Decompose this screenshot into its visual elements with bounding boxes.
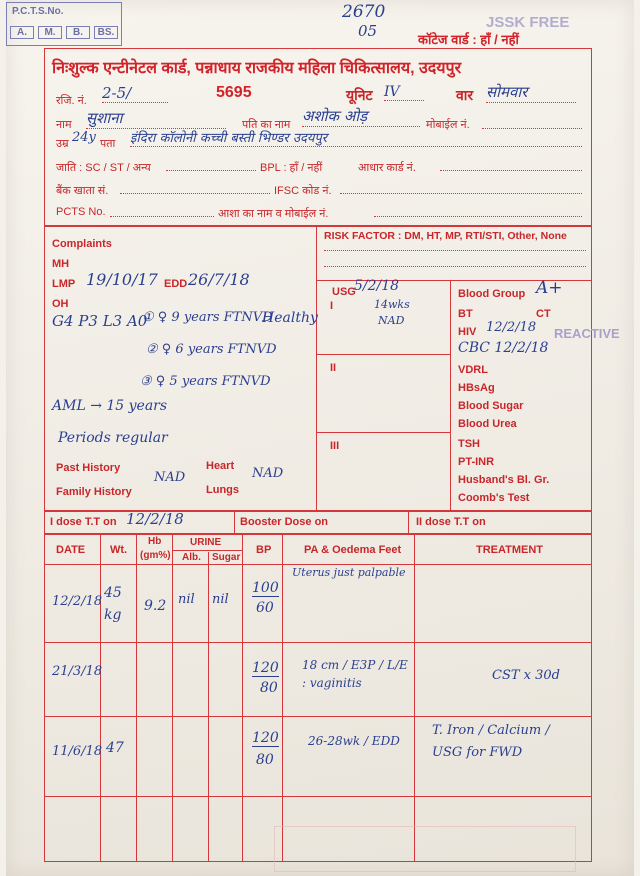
col-div-hb xyxy=(172,534,173,862)
col-date: DATE xyxy=(56,544,86,556)
hiv-label: HIV xyxy=(458,326,477,338)
ifsc-line xyxy=(340,183,582,194)
col-div-bp xyxy=(282,534,283,862)
address-value: इंदिरा कॉलोनी कच्ची बस्ती भिण्डर उदयपुर xyxy=(130,128,582,147)
day-label: वार xyxy=(456,87,474,103)
row2-treatment: CST x 30d xyxy=(492,668,560,683)
row2-date: 21/3/18 xyxy=(52,664,103,679)
usg-roman-1: I xyxy=(330,300,334,312)
row2-bp-bottom: 80 xyxy=(260,680,278,696)
col-div-pa xyxy=(414,534,415,862)
reg-number: 5695 xyxy=(216,84,252,101)
booster-label: Booster Dose on xyxy=(240,516,329,528)
name-label: नाम xyxy=(56,119,72,131)
heart-label: Heart xyxy=(206,460,235,472)
hbsag-label: HBsAg xyxy=(458,382,495,394)
row2-bp-top: 120 xyxy=(252,660,279,676)
row1-bp-top: 100 xyxy=(252,580,279,596)
col-wt: Wt. xyxy=(110,544,128,556)
file-fraction: 05 xyxy=(358,22,378,40)
hiv-value: 12/2/18 xyxy=(486,320,537,335)
complaints-title: Complaints xyxy=(52,238,112,250)
usg-roman-3: III xyxy=(330,440,340,452)
risk-factor-label: RISK FACTOR : DM, HT, MP, RTI/STI, Other, None xyxy=(324,230,567,242)
usg-weeks: 14wks xyxy=(374,298,410,311)
row3-date: 11/6/18 xyxy=(52,744,103,759)
usg-roman-2: II xyxy=(330,362,337,374)
tsh-label: TSH xyxy=(458,438,480,450)
unit-value: IV xyxy=(384,84,424,101)
family-history-label: Family History xyxy=(56,486,132,498)
history-section xyxy=(44,226,592,512)
pcts-cell-m: M. xyxy=(38,26,62,39)
col-bp: BP xyxy=(256,544,272,556)
heart-lungs-nad: NAD xyxy=(252,466,284,481)
pcts-cell-b: B. xyxy=(66,26,90,39)
vdrl-label: VDRL xyxy=(458,364,488,376)
blood-urea-label: Blood Urea xyxy=(458,418,517,430)
tt-divider-2 xyxy=(408,510,409,534)
risk-line-1 xyxy=(324,248,586,251)
usg-divider-2 xyxy=(317,354,451,355)
obs-score: G4 P3 L3 A0 xyxy=(52,312,148,330)
row3-wt: 47 xyxy=(106,740,124,756)
faint-stamp xyxy=(274,826,576,872)
table-row-divider-3 xyxy=(44,796,592,797)
row2-pa: 18 cm / E3P / L/E : vaginitis xyxy=(302,658,408,690)
day-value: सोमवार xyxy=(486,82,576,103)
blood-group-value: A+ xyxy=(536,278,563,298)
bank-line xyxy=(120,183,270,194)
reactive-stamp: REACTIVE xyxy=(554,326,620,341)
row1-alb: nil xyxy=(178,592,195,607)
address-label: पता xyxy=(100,138,116,150)
col-hb-unit: (gm%) xyxy=(140,550,171,561)
history-nad: NAD xyxy=(154,470,186,485)
urine-header-split xyxy=(172,550,242,551)
pcts-label: PCTS No. xyxy=(56,206,106,218)
reg-label: रजि. नं. xyxy=(56,95,87,107)
col-div-date xyxy=(100,534,101,862)
edd-value: 26/7/18 xyxy=(188,270,250,289)
ifsc-label: IFSC कोड नं. xyxy=(274,185,332,197)
history-divider xyxy=(316,226,317,512)
col-pa: PA & Oedema Feet xyxy=(304,544,402,556)
coombs-label: Coomb's Test xyxy=(458,492,530,504)
usg-date: 5/2/18 xyxy=(354,278,400,294)
asha-line xyxy=(374,206,582,217)
col-urine: URINE xyxy=(190,537,222,548)
usg-divider-3 xyxy=(317,432,451,433)
husband-value: अशोक ओड़ xyxy=(302,106,420,127)
child-1: ① ♀ 9 years FTNVD xyxy=(142,310,273,325)
tt-divider-1 xyxy=(234,510,235,534)
aadhaar-label: आधार कार्ड नं. xyxy=(358,162,416,174)
name-value: सुशाना xyxy=(86,108,226,129)
past-history-label: Past History xyxy=(56,462,121,474)
pcts-line xyxy=(110,206,214,217)
bt-label: BT xyxy=(458,308,473,320)
husband-label: पति का नाम xyxy=(242,119,291,131)
row1-bp-bottom: 60 xyxy=(256,600,274,616)
risk-line-2 xyxy=(324,264,586,267)
caste-line xyxy=(166,160,256,171)
col-treatment: TREATMENT xyxy=(476,544,544,556)
bank-label: बैंक खाता सं. xyxy=(56,185,109,197)
lmp-value: 19/10/17 xyxy=(86,270,158,289)
child-2: ② ♀ 6 years FTNVD xyxy=(146,342,277,357)
row3-bp-bottom: 80 xyxy=(256,752,274,768)
table-header-bottom xyxy=(44,564,592,565)
row3-treatment: T. Iron / Calcium / USG for FWD xyxy=(432,723,550,760)
row1-hb: 9.2 xyxy=(144,598,167,614)
ptinr-label: PT-INR xyxy=(458,456,495,468)
col-hb: Hb xyxy=(148,536,162,547)
child-3: ③ ♀ 5 years FTNVD xyxy=(140,374,271,389)
pcts-stamp-title: P.C.T.S.No. xyxy=(12,6,64,17)
pcts-cell-a: A. xyxy=(10,26,34,39)
col-div-sugar xyxy=(242,534,243,862)
bpl-label: BPL : हाँ / नहीं xyxy=(260,162,323,174)
tt-dose1-value: 12/2/18 xyxy=(126,510,184,528)
age-value: 24y xyxy=(72,130,96,145)
age-label: उम्र xyxy=(56,138,69,150)
reg-value: 2-5/ xyxy=(102,84,168,103)
cottage-ward-label: कॉटेज वार्ड : हाँ / नहीं xyxy=(418,32,519,47)
aml-note: AML → 15 years xyxy=(52,398,168,414)
col-alb: Alb. xyxy=(182,552,201,563)
file-number: 2670 xyxy=(342,2,386,22)
blood-group-label: Blood Group xyxy=(458,288,526,300)
usg-labs-divider xyxy=(450,280,451,512)
row3-bp-top: 120 xyxy=(252,730,279,746)
unit-label: यूनिट xyxy=(346,87,373,103)
card-title: निःशुल्क एन्टीनेटल कार्ड, पन्नाधाय राजकीय महिला चिकित्सालय, उदयपुर xyxy=(52,60,462,77)
antenatal-card xyxy=(6,0,634,876)
pcts-cell-bs: BS. xyxy=(94,26,118,39)
col-div-alb xyxy=(208,552,209,862)
lungs-label: Lungs xyxy=(206,484,239,496)
col-sugar: Sugar xyxy=(212,552,241,563)
cbc-note: CBC 12/2/18 xyxy=(458,340,549,356)
caste-label: जाति : SC / ST / अन्य xyxy=(56,162,151,174)
row1-pa: Uterus just palpable xyxy=(292,566,406,579)
row1-sugar: nil xyxy=(212,592,229,607)
mh-label: MH xyxy=(52,258,70,270)
edd-label: EDD xyxy=(164,278,188,290)
husband-bg-label: Husband's Bl. Gr. xyxy=(458,474,550,486)
healthy-note: Healthy xyxy=(262,310,318,326)
periods-note: Periods regular xyxy=(58,430,168,446)
aadhaar-line xyxy=(440,160,582,171)
table-row-divider-1 xyxy=(44,642,592,643)
jssk-free-stamp: JSSK FREE xyxy=(486,14,570,31)
tt-dose2-label: II dose T.T on xyxy=(416,516,486,528)
row3-pa: 26-28wk / EDD xyxy=(308,734,400,748)
oh-label: OH xyxy=(52,298,69,310)
usg-label: USG xyxy=(332,286,356,298)
tt-dose1-label: I dose T.T on xyxy=(50,516,117,528)
blood-sugar-label: Blood Sugar xyxy=(458,400,524,412)
ct-label: CT xyxy=(536,308,551,320)
usg-nad: NAD xyxy=(378,314,405,327)
mobile-label: मोबाईल नं. xyxy=(426,119,470,131)
row1-date: 12/2/18 xyxy=(52,594,103,609)
col-div-wt xyxy=(136,534,137,862)
row1-wt: 45 kg xyxy=(104,585,122,623)
asha-label: आशा का नाम व मोबाईल नं. xyxy=(218,208,329,220)
lmp-label: LMP xyxy=(52,278,76,290)
table-row-divider-2 xyxy=(44,716,592,717)
